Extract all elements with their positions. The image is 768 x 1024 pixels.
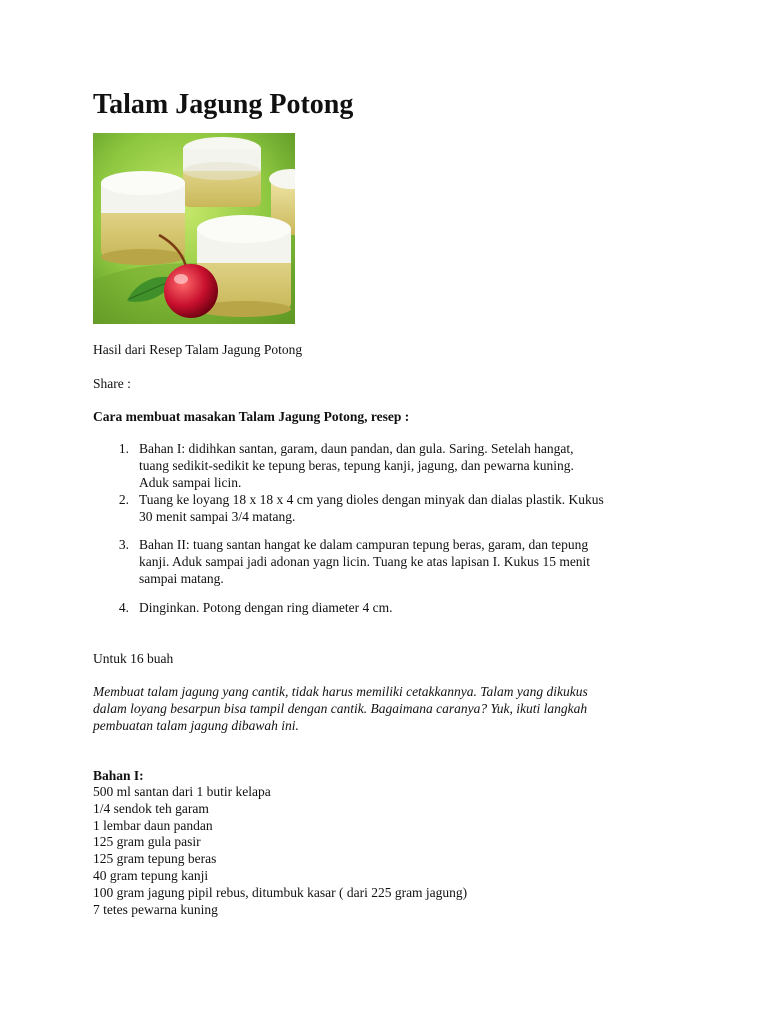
step-number: 2. [118,492,129,507]
intro-line: Membuat talam jagung yang cantik, tidak harus memiliki cetakkannya. Talam yang dikukus [93,684,588,699]
ingredient-item: 40 gram tepung kanji [93,867,209,883]
step-text: 30 menit sampai 3/4 matang. [139,509,296,524]
share-label: Share : [93,376,131,391]
ingredient-item: 100 gram jagung pipil rebus, ditumbuk kasar ( dari 225 gram jagung) [93,884,468,900]
step-text: Bahan I: didihkan santan, garam, daun pandan, dan gula. Saring. Setelah hangat, [139,441,574,456]
step-text: Tuang ke loyang 18 x 18 x 4 cm yang dioles dengan minyak dan dialas plastik. Kukus [139,492,604,507]
ingredient-item: 125 gram gula pasir [93,834,201,850]
step-number: 4. [118,600,129,615]
photo-caption: Hasil dari Resep Talam Jagung Potong [93,342,303,357]
ingredient-item: 125 gram tepung beras [93,851,217,867]
step-text: sampai matang. [139,571,224,586]
step-text: Dinginkan. Potong dengan ring diameter 4 cm. [139,600,393,615]
page-title: Talam Jagung Potong [93,89,354,120]
ingredient-item: 7 tetes pewarna kuning [93,901,218,917]
step-text: kanji. Aduk sampai jadi adonan yagn licin. Tuang ke atas lapisan I. Kukus 15 menit [139,554,591,569]
ingredients-list [93,784,467,918]
ingredient-item: 500 ml santan dari 1 butir kelapa [93,784,271,799]
intro-line: pembuatan talam jagung dibawah ini. [93,718,299,733]
ingredient-item: 1 lembar daun pandan [93,817,213,833]
step-number: 3. [118,537,129,552]
step-text: tuang sedikit-sedikit ke tepung beras, tepung kanji, jagung, dan pewarna kuning. [139,458,574,473]
yield-text: Untuk 16 buah [93,651,174,666]
step-number: 1. [118,441,129,456]
method-heading: Cara membuat masakan Talam Jagung Potong, resep : [93,409,410,424]
ingredient-item: 1/4 sendok teh garam [93,800,209,816]
step-text: Aduk sampai licin. [139,475,242,490]
recipe-photo [93,133,295,324]
intro-line: dalam loyang besarpun bisa tampil dengan cantik. Bagaimana caranya? Yuk, ikuti langkah [93,701,588,716]
step-text: Bahan II: tuang santan hangat ke dalam campuran tepung beras, garam, dan tepung [139,537,589,552]
ingredients-heading: Bahan I: [93,768,144,783]
